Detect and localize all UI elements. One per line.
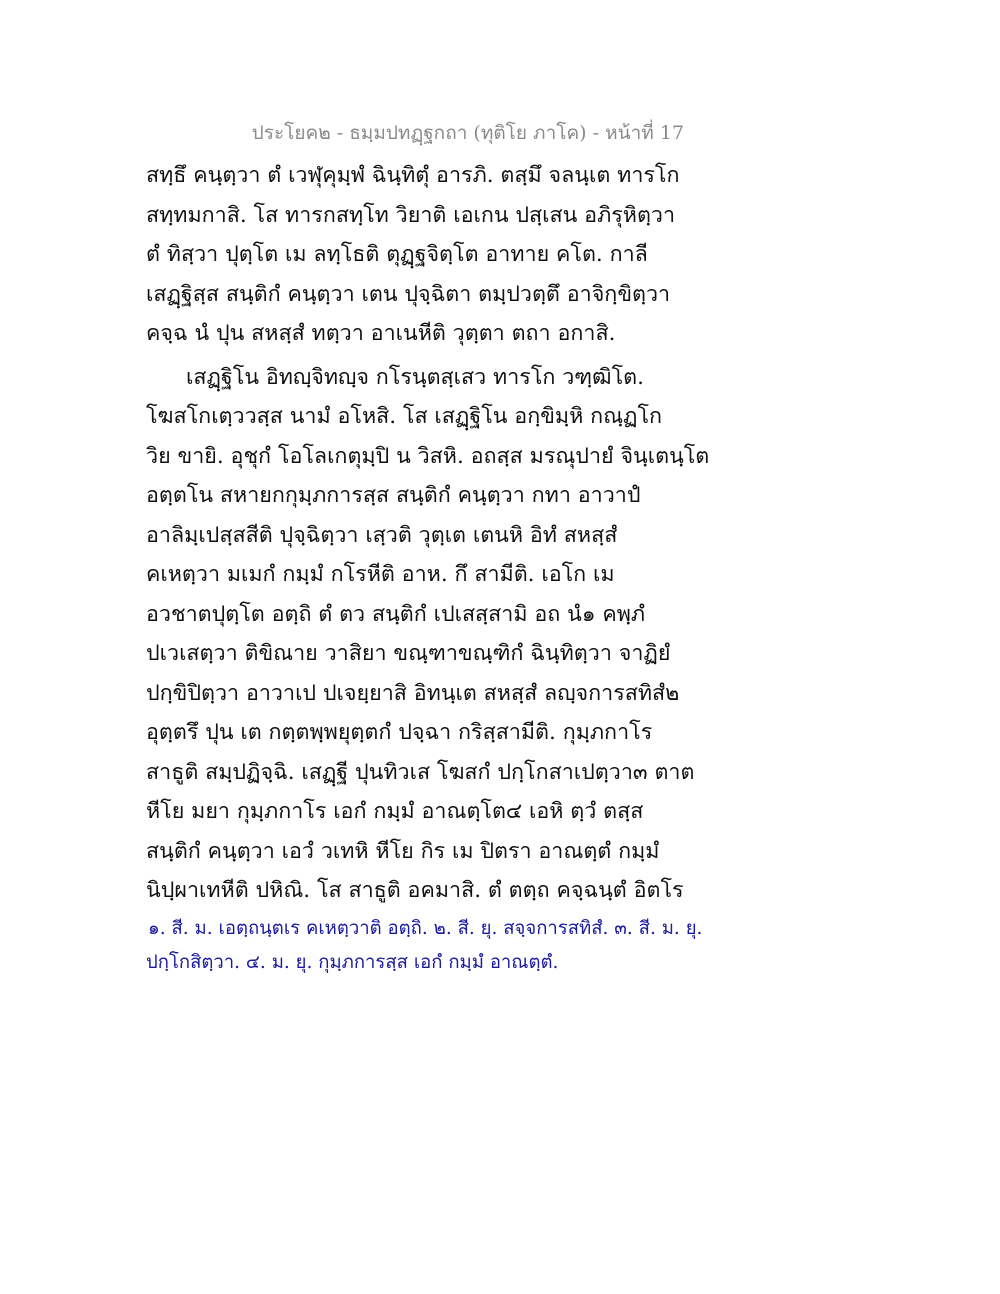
text-line: ตํ ทิสฺวา ปุตฺโต เม ลทฺโธติ ตุฏฺฐจิตฺโต อาทาย คโต. กาลี (146, 242, 648, 267)
text-line: เสฏฺฐิสฺส สนฺติกํ คนฺตฺวา เตน ปุจฺฉิตา ตมฺปวตฺตึ อาจิกฺขิตฺวา (146, 281, 671, 307)
paragraph-2 (146, 358, 710, 911)
text-line: คเหตฺวา มเมกํ กมฺมํ กโรหีติ อาห. กึ สามีติ. เอโก เม (146, 562, 615, 587)
text-line: โฆสโกเตฺววสฺส นามํ อโหสิ. โส เสฏฺฐิโน อกฺขิมฺหิ กณฺฏโก (146, 404, 663, 429)
text-line: อุตฺตรึ ปุน เต กตฺตพฺพยุตฺตกํ ปจฺฉา กริสฺสามีติ. กุมฺภกาโร (146, 720, 653, 745)
footnote-line: ปกฺโกสิตฺวา. ๔. ม. ยุ. กุมฺภการสฺส เอกํ กมฺมํ อาณตฺตํ. (146, 952, 559, 973)
text-line: เสฏฺฐิโน อิทญฺจิทญฺจ กโรนฺตสฺเสว ทารโก วฑฺฒิโต. (186, 364, 644, 390)
footnote-line: ๑. สี. ม. เอตฺถนฺตเร คเหตฺวาติ อตฺถิ. ๒. สี. ยุ. สจฺจการสทิสํ. ๓. สี. ม. ยุ. (148, 918, 703, 939)
text-line: อาลิมฺเปสฺสสีติ ปุจฺฉิตฺวา เสฺวติ วุตฺเต เตนหิ อิทํ สหสฺสํ (146, 522, 618, 548)
text-line: คจฺฉ นํ ปุน สหสฺสํ ทตฺวา อาเนหีติ วุตฺตา ตถา อกาสิ. (146, 321, 616, 346)
footnotes (146, 912, 703, 980)
text-line: อวชาตปุตฺโต อตฺถิ ตํ ตว สนฺติกํ เปเสสฺสามิ อถ นํ๑ คพฺภํ (146, 601, 646, 627)
text-line: สนฺติกํ คนฺตฺวา เอวํ วเทหิ หีโย กิร เม ปิตรา อาณตฺตํ กมฺมํ (146, 838, 660, 864)
text-line: อตฺตโน สหายกกุมฺภการสฺส สนฺติกํ คนฺตฺวา กทา อาวาปํ (146, 483, 641, 508)
text-line: ปกฺขิปิตฺวา อาวาเป ปเจยฺยาสิ อิทนฺเต สหสฺสํ ลญฺจการสทิสํ๒ (146, 680, 680, 706)
text-line: วิย ขายิ. อุชุกํ โอโลเกตุมฺปิ น วิสหิ. อถสฺส มรณุปายํ จินฺเตนฺโต (146, 443, 710, 469)
body-text (146, 156, 710, 911)
text-line: สทฺทมกาสิ. โส ทารกสทฺโท วิยาติ เอเกน ปสฺเสน อภิรุหิตฺวา (146, 202, 676, 228)
text-line: หีโย มยา กุมฺภกาโร เอกํ กมฺมํ อาณตฺโต๔ เอหิ ตฺวํ ตสฺส (146, 799, 644, 824)
text-line: ปเวเสตฺวา ติขิณาย วาสิยา ขณฺฑาขณฺฑิกํ ฉินฺทิตฺวา จาฏิยํ (146, 641, 671, 666)
paragraph-1 (146, 156, 680, 354)
text-line: สาธูติ สมฺปฏิจฺฉิ. เสฏฺฐี ปุนทิวเส โฆสกํ ปกฺโกสาเปตฺวา๓ ตาต (146, 759, 695, 785)
page-header: ประโยค๒ - ธมฺมปทฏฺฐกถา (ทุติโย ภาโค) - หน้าที่ 17 (251, 122, 684, 144)
text-line: นิปฺผาเทหีติ ปหิณิ. โส สาธูติ อคมาสิ. ตํ ตตฺถ คจฺฉนฺตํ อิตโร (146, 878, 684, 903)
text-line: สทฺธึ คนฺตฺวา ตํ เวฬุคุมฺพํ ฉินฺทิตุํ อารภิ. ตสฺมึ จลนฺเต ทารโก (146, 163, 680, 188)
